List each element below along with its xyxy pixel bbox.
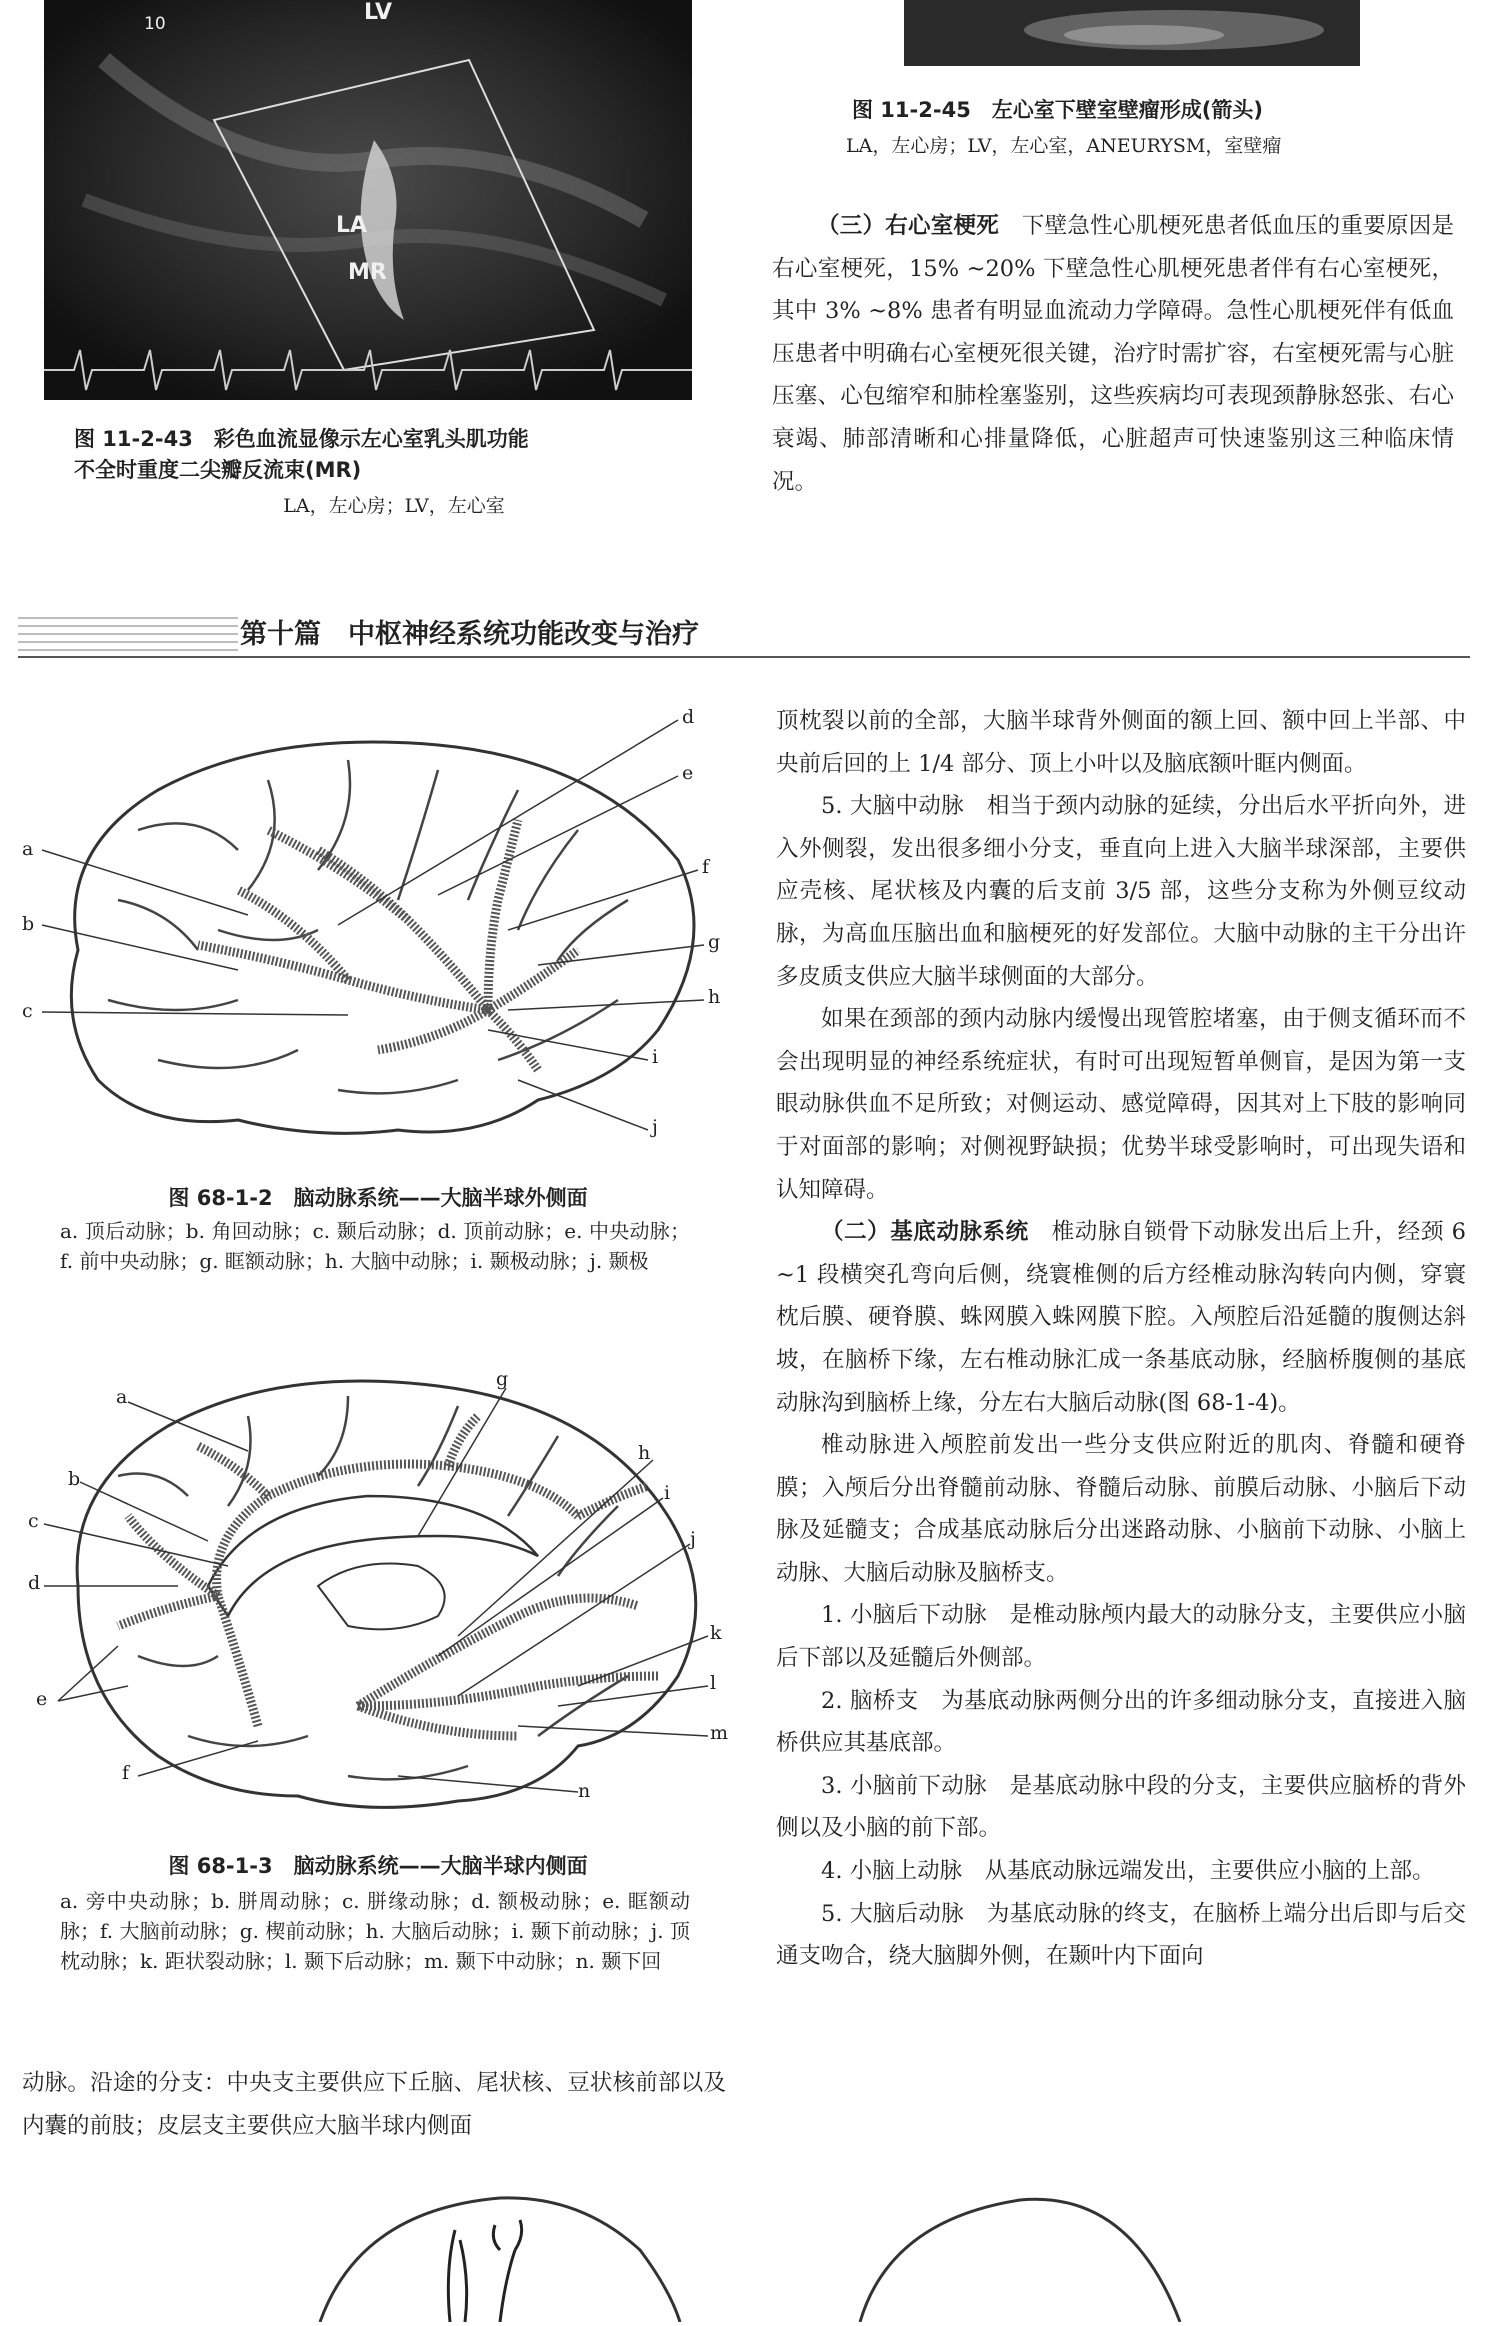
para-7-head: 3. 小脑前下动脉 <box>821 1772 987 1799</box>
fig43-legend: LA，左心房；LV，左心室 <box>283 495 505 517</box>
para-8-text: 从基底动脉远端发出，主要供应小脑的上部。 <box>984 1858 1435 1885</box>
para-8 <box>776 1850 1466 1893</box>
echo-aneurysm-graphic <box>904 0 1360 66</box>
echo-label-10: 10 <box>144 14 166 34</box>
fig2-label-i: i <box>652 1046 659 1068</box>
fig2-label-h: h <box>708 986 721 1008</box>
para-4: 椎动脉进入颅腔前发出一些分支供应附近的肌肉、脊髓和硬脊膜；入颅后分出脊髓前动脉、脊髓后动脉、前膜后动脉、小脑后下动脉及延髓支；合成基底动脉后分出迷路动脉、小脑前下动脉、小脑上动脉、大脑后动脉及脑桥支。 <box>776 1432 1466 1586</box>
right-infarct-paragraph <box>772 205 1454 503</box>
header-rule <box>18 656 1470 658</box>
fig2-label-c: c <box>22 1000 33 1022</box>
para-1-head: 5. 大脑中动脉 <box>821 793 965 820</box>
fig3-label-c: c <box>28 1510 39 1532</box>
fig3-label-n: n <box>578 1780 591 1802</box>
fig2-diagram <box>18 700 738 1170</box>
para-6-head: 2. 脑桥支 <box>821 1687 919 1714</box>
fig3-label-f: f <box>122 1762 130 1784</box>
para-3 <box>776 1211 1466 1424</box>
fig3-label-a: a <box>116 1386 128 1408</box>
fig3-label-j: j <box>690 1528 696 1550</box>
bottom-figure-partial <box>300 2190 1200 2322</box>
fig3-diagram <box>18 1356 738 1836</box>
fig3-label-g: g <box>496 1368 509 1390</box>
left-bottom-paragraph <box>22 2062 726 2147</box>
para-2: 如果在颈部的颈内动脉内缓慢出现管腔堵塞，由于侧支循环而不会出现明显的神经系统症状，有时可出现短暂单侧盲，是因为第一支眼动脉供血不足所致；对侧运动、感觉障碍，因其对上下肢的影响同于对面部的影响；对侧视野缺损；优势半球受影响时，可出现失语和认知障碍。 <box>776 1006 1466 1203</box>
para-1 <box>776 785 1466 998</box>
echo-image-mr <box>44 0 692 400</box>
fig3-label-l: l <box>710 1672 717 1694</box>
fig2-title: 图 68-1-2 脑动脉系统——大脑半球外侧面 <box>168 1186 588 1210</box>
echo-label-mr: MR <box>348 260 387 285</box>
fig2-label-f: f <box>702 856 710 878</box>
fig3-label-e: e <box>36 1688 48 1710</box>
section-header-title: 第十篇 中枢神经系统功能改变与治疗 <box>240 619 699 650</box>
para-1-text: 相当于颈内动脉的延续，分出后水平折向外，进入外侧裂，发出很多细小分支，垂直向上进入大脑半球深部，主要供应壳核、尾状核及内囊的后支前 3/5 部，这些分支称为外侧豆纹动脉，为高血压脑出血和脑梗死的好发部位。大脑中动脉的主干分出许多皮质支供应大脑半球侧面的大部分。 <box>776 793 1466 990</box>
fig2-label-d: d <box>682 706 695 728</box>
fig2-label-b: b <box>22 913 35 935</box>
para-9-head: 5. 大脑后动脉 <box>821 1900 965 1927</box>
para-7-text: 是基底动脉中段的分支，主要供应脑桥的背外侧以及小脑的前下部。 <box>776 1772 1466 1842</box>
brain-outline-partial <box>300 2190 1200 2322</box>
fig3-label-k: k <box>710 1622 722 1644</box>
right-infarct-heading: （三）右心室梗死 <box>817 213 1000 239</box>
para-3-text: 椎动脉自锁骨下动脉发出后上升，经颈 6 ~1 段横突孔弯向后侧，绕寰椎侧的后方经椎动脉沟转向内侧，穿寰枕后膜、硬脊膜、蛛网膜入蛛网膜下腔。入颅腔后沿延髓的腹侧达斜坡，在脑桥下缘，左右椎动脉汇成一条基底动脉，经脑桥腹侧的基底动脉沟到脑桥上缘，分左右大脑后动脉(图 68-1-4)。 <box>776 1219 1466 1416</box>
fig3-label-b: b <box>68 1468 81 1490</box>
para-9 <box>776 1893 1466 1978</box>
section-header-bar <box>18 606 1470 658</box>
fig43-title-line2: 不全时重度二尖瓣反流束(MR) <box>74 458 362 482</box>
echo-image-aneurysm <box>904 0 1360 66</box>
para-5 <box>776 1594 1466 1679</box>
para-3-head: （二）基底动脉系统 <box>821 1219 1029 1246</box>
para-7 <box>776 1765 1466 1850</box>
fig43-title <box>74 424 714 486</box>
fig2-label-j: j <box>652 1116 658 1138</box>
header-stripes-decoration <box>18 606 238 658</box>
fig3-label-i: i <box>664 1482 671 1504</box>
fig2-label-e: e <box>682 762 694 784</box>
para-6-text: 为基底动脉两侧分出的许多细动脉分支，直接进入脑桥供应其基底部。 <box>776 1687 1466 1757</box>
fig2-label-a: a <box>22 838 34 860</box>
fig2-legend: a. 顶后动脉；b. 角回动脉；c. 颞后动脉；d. 顶前动脉；e. 中央动脉；f. 前中央动脉；g. 眶额动脉；h. 大脑中动脉；i. 颞极动脉；j. 颞极 <box>60 1219 690 1273</box>
para-5-text: 是椎动脉颅内最大的动脉分支，主要供应小脑后下部以及延髓后外侧部。 <box>776 1602 1466 1672</box>
right-infarct-text: 下壁急性心肌梗死患者低血压的重要原因是右心室梗死，15% ~20% 下壁急性心肌梗死患者伴有右心室梗死，其中 3% ~8% 患者有明显血流动力学障碍。急性心肌梗死伴有低血压患者中明确右心室梗死很关键，治疗时需扩容，右室梗死需与心脏压塞、心包缩窄和肺栓塞鉴别，这些疾病均可表现颈静脉怒张、右心衰竭、肺部清晰和心排量降低，心脏超声可快速鉴别这三种临床情况。 <box>772 213 1454 495</box>
left-bottom-text: 动脉。沿途的分支：中央支主要供应下丘脑、尾状核、豆状核前部以及内囊的前肢；皮层支主要供应大脑半球内侧面 <box>22 2070 726 2139</box>
para-6 <box>776 1680 1466 1765</box>
fig3-label-m: m <box>710 1722 729 1744</box>
echo-label-lv: LV <box>364 0 393 25</box>
lateral-brain-drawing <box>18 700 738 1170</box>
para-0: 顶枕裂以前的全部，大脑半球背外侧面的额上回、额中回上半部、中央前后回的上 1/4 部分、顶上小叶以及脑底额叶眶内侧面。 <box>776 708 1466 777</box>
fig3-label-d: d <box>28 1572 41 1594</box>
para-5-head: 1. 小脑后下动脉 <box>821 1602 987 1629</box>
fig2-label-g: g <box>708 931 721 953</box>
fig3-title: 图 68-1-3 脑动脉系统——大脑半球内侧面 <box>168 1854 588 1878</box>
right-column-text <box>776 700 1466 1978</box>
fig3-legend: a. 旁中央动脉；b. 胼周动脉；c. 胼缘动脉；d. 额极动脉；e. 眶额动脉；f. 大脑前动脉；g. 楔前动脉；h. 大脑后动脉；i. 颞下前动脉；j. 顶枕动脉；k. 距状裂动脉；l. 颞下后动脉；m. 颞下中动脉；n. 颞下回 <box>60 1889 690 1973</box>
fig45-legend: LA，左心房；LV，左心室，ANEURYSM，室壁瘤 <box>846 135 1282 157</box>
echo-label-la: LA <box>336 213 368 238</box>
fig3-label-h: h <box>638 1442 651 1464</box>
para-9-text: 为基底动脉的终支，在脑桥上端分出后即与后交通支吻合，绕大脑脚外侧，在颞叶内下面向 <box>776 1900 1466 1970</box>
fig45-title: 图 11-2-45 左心室下壁室壁瘤形成(箭头) <box>852 98 1263 122</box>
echo-ultrasound-graphic <box>44 0 692 400</box>
para-8-head: 4. 小脑上动脉 <box>821 1858 963 1885</box>
fig43-title-line1: 图 11-2-43 彩色血流显像示左心室乳头肌功能 <box>74 427 529 451</box>
